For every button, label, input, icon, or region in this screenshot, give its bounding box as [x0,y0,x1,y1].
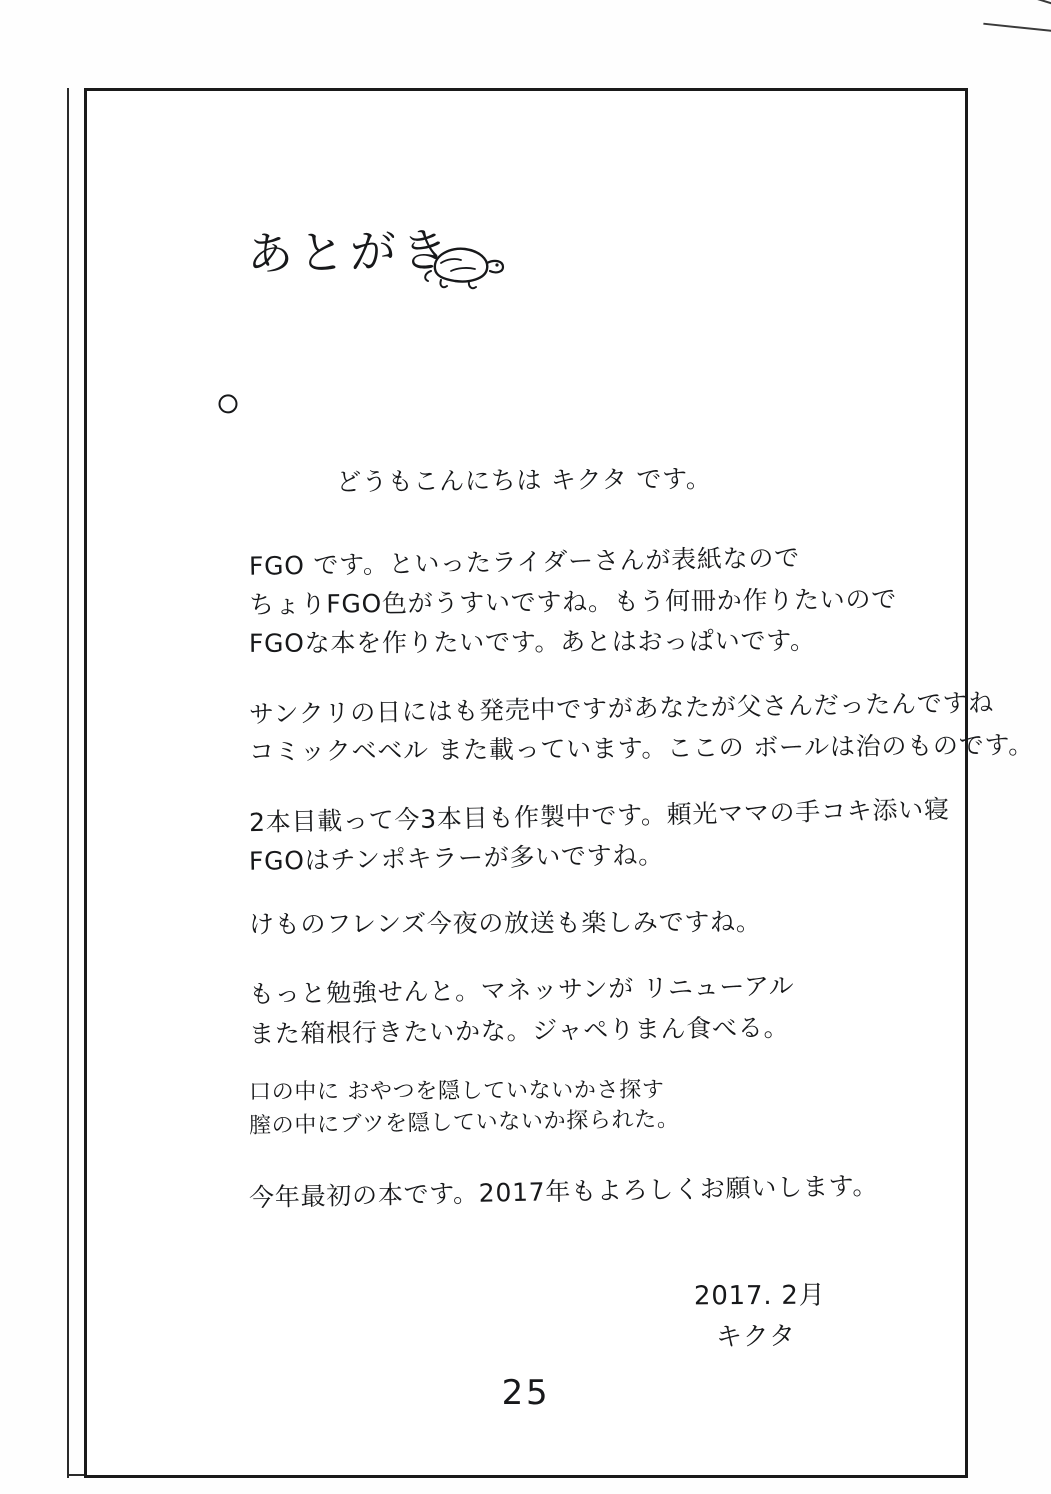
intro-line-4: FGOな本を作りたいです。あとはおっぱいです。 [248,625,816,658]
page-title: あとがき [246,222,454,282]
page-frame [84,88,1035,1478]
paragraph-nihonme [219,796,1019,877]
benkyou-line-2: また箱根行きたいかな。ジャペりまん食べる。 [248,1012,790,1049]
nihonme-line-2: FGOはチンポキラーが多いですね。 [248,840,665,876]
paragraph-small-note [219,1076,1019,1140]
intro-line-2: FGO です。といったライダーさんが表紙なので [248,543,801,581]
torn-corner-mark [981,0,1051,52]
paragraph-benkyou [219,969,1019,1050]
paragraph-closing [219,1171,1019,1212]
nihonme-line-1: 2本目載って今3本目も作製中です。頼光ママの手コキ添い寝 [248,794,951,837]
intro-line-1 [218,376,1019,545]
corner-edge-upper [981,0,1051,6]
afterword-body [219,379,1035,1212]
paragraph-sankuri [219,687,1035,770]
circle-bullet-icon [218,394,237,413]
small-note-line-2: 膣の中にブツを隠していないか探られた。 [248,1107,680,1140]
kemono-line-1: けものフレンズ今夜の放送も楽しみですね。 [248,906,762,939]
paragraph-intro [219,379,1019,663]
signature-block [694,1276,825,1357]
small-note-line-1: 口の中に おやつを隠していないかさ探す [248,1077,665,1105]
signature-name: キクタ [715,1321,796,1353]
sankuri-line-1: サンクリの日にはも発売中ですがあなたが父さんだったんですね [248,687,995,729]
corner-edge-lower [983,23,1051,32]
intro-line-1-text: どうもこんにちは キクタ です。 [336,464,712,497]
benkyou-line-1: もっと勉強せんと。マネッサンが リニューアル [248,971,795,1009]
page-number: 25 [501,1373,551,1413]
turtle-icon [417,235,509,293]
page-gutter-line [67,88,69,1478]
sankuri-line-2: コミックベベル また載っています。ここの ボールは治のものです。 [248,730,1035,767]
intro-line-3: ちょりFGO色がうすいですね。もう何冊か作りたいので [248,584,898,619]
closing-line-1: 今年最初の本です。2017年もよろしくお願いします。 [248,1170,879,1212]
paragraph-kemono [219,903,1019,944]
signature-date: 2017. 2月 [693,1281,826,1312]
